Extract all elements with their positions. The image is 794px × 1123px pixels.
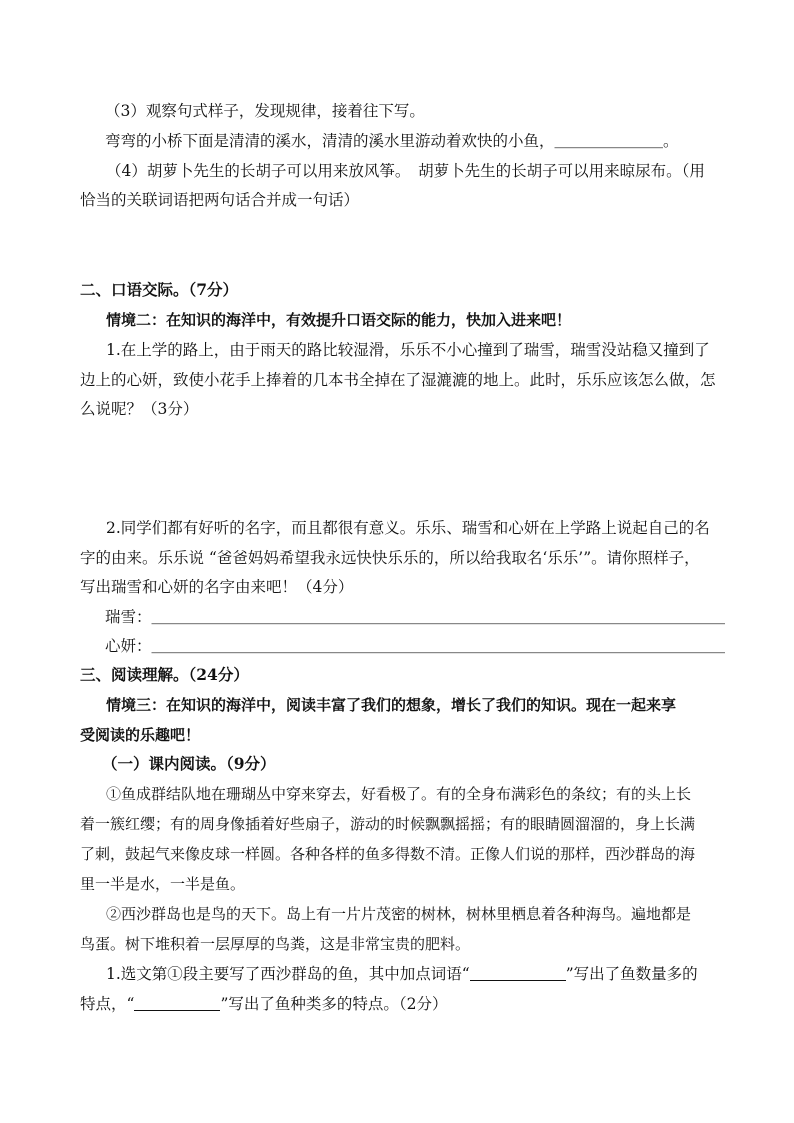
- reading-p2-line-1: ②西沙群岛也是鸟的天下。岛上有一片片茂密的树林，树林里栖息着各种海鸟。遍地都是: [106, 905, 692, 923]
- subsection-1-title: （一）课内阅读。（9分）: [102, 754, 276, 773]
- question-3-sentence: 弯弯的小桥下面是清清的溪水，清清的溪水里游动着欢快的小鱼，＿＿＿＿＿＿＿。: [105, 132, 679, 150]
- reading-p2-line-2: 鸟蛋。树下堆积着一层厚厚的鸟粪，这是非常宝贵的肥料。: [80, 935, 471, 953]
- question-4-line-1: （4）胡萝卜先生的长胡子可以用来放风筝。 胡萝卜先生的长胡子可以用来晾尿布。（用: [106, 162, 705, 180]
- ruixue-answer-line: 瑞雪：＿＿＿＿＿＿＿＿＿＿＿＿＿＿＿＿＿＿＿＿＿＿＿＿＿＿＿＿＿＿＿＿＿＿＿＿＿: [105, 608, 726, 626]
- oral-q2-line-2: 字的由来。乐乐说 “爸爸妈妈希望我永远快快乐乐的，所以给我取名‘乐乐’”。请你照样子，: [80, 549, 700, 567]
- question-3-prompt: （3）观察句式样子，发现规律，接着往下写。: [105, 102, 425, 120]
- section-3-scene-line-1: 情境三：在知识的海洋中，阅读丰富了我们的想象，增长了我们的知识。现在一起来享: [106, 696, 677, 714]
- reading-p1-line-3: 了刺，鼓起气来像皮球一样圆。各种各样的鱼多得数不清。正像人们说的那样，西沙群岛的海: [80, 845, 696, 863]
- oral-q1-line-1: 1.在上学的路上，由于雨天的路比较湿滑，乐乐不小心撞到了瑞雪，瑞雪没站稳又撞到了: [106, 341, 710, 359]
- reading-p1-line-1: ①鱼成群结队地在珊瑚丛中穿来穿去，好看极了。有的全身布满彩色的条纹；有的头上长: [106, 785, 692, 803]
- xinyan-answer-line: 心妍：＿＿＿＿＿＿＿＿＿＿＿＿＿＿＿＿＿＿＿＿＿＿＿＿＿＿＿＿＿＿＿＿＿＿＿＿＿: [105, 637, 726, 655]
- reading-q1-line-2: [80, 994, 447, 1014]
- reading-p1-line-4: 里一半是水，一半是鱼。: [80, 875, 246, 893]
- oral-q2-line-1: 2.同学们都有好听的名字，而且都很有意义。乐乐、瑞雪和心妍在上学路上说起自己的名: [106, 519, 710, 537]
- blank-quantity[interactable]: [470, 966, 566, 981]
- question-4-line-2: 恰当的关联词语把两句话合并成一句话）: [80, 191, 360, 209]
- section-3-scene-line-2: 受阅读的乐趣吧！: [80, 726, 201, 744]
- oral-q2-line-3: 写出瑞雪和心妍的名字由来吧！（4分）: [80, 578, 354, 596]
- reading-q1-text-c: 特点，“: [80, 995, 135, 1013]
- reading-q1-line-1: [106, 964, 698, 984]
- section-3-title: 三、阅读理解。（24分）: [80, 665, 249, 684]
- blank-variety[interactable]: [134, 996, 220, 1011]
- reading-q1-text-a: 1.选文第①段主要写了西沙群岛的鱼，其中加点词语“: [106, 965, 470, 983]
- oral-q1-line-3: 么说呢？（3分）: [80, 400, 199, 418]
- reading-q1-text-b: ”写出了鱼数量多的: [565, 965, 698, 983]
- oral-q1-line-2: 边上的心妍，致使小花手上捧着的几本书全掉在了湿漉漉的地上。此时，乐乐应该怎么做，怎: [80, 371, 716, 389]
- reading-q1-text-d: ”写出了鱼种类多的特点。（2分）: [220, 995, 448, 1013]
- section-2-title: 二、口语交际。（7分）: [80, 280, 239, 299]
- section-2-scene: 情境二：在知识的海洋中，有效提升口语交际的能力，快加入进来吧！: [106, 311, 572, 329]
- reading-p1-line-2: 着一簇红缨；有的周身像插着好些扇子，游动的时候飘飘摇摇；有的眼睛圆溜溜的，身上长满: [80, 815, 696, 833]
